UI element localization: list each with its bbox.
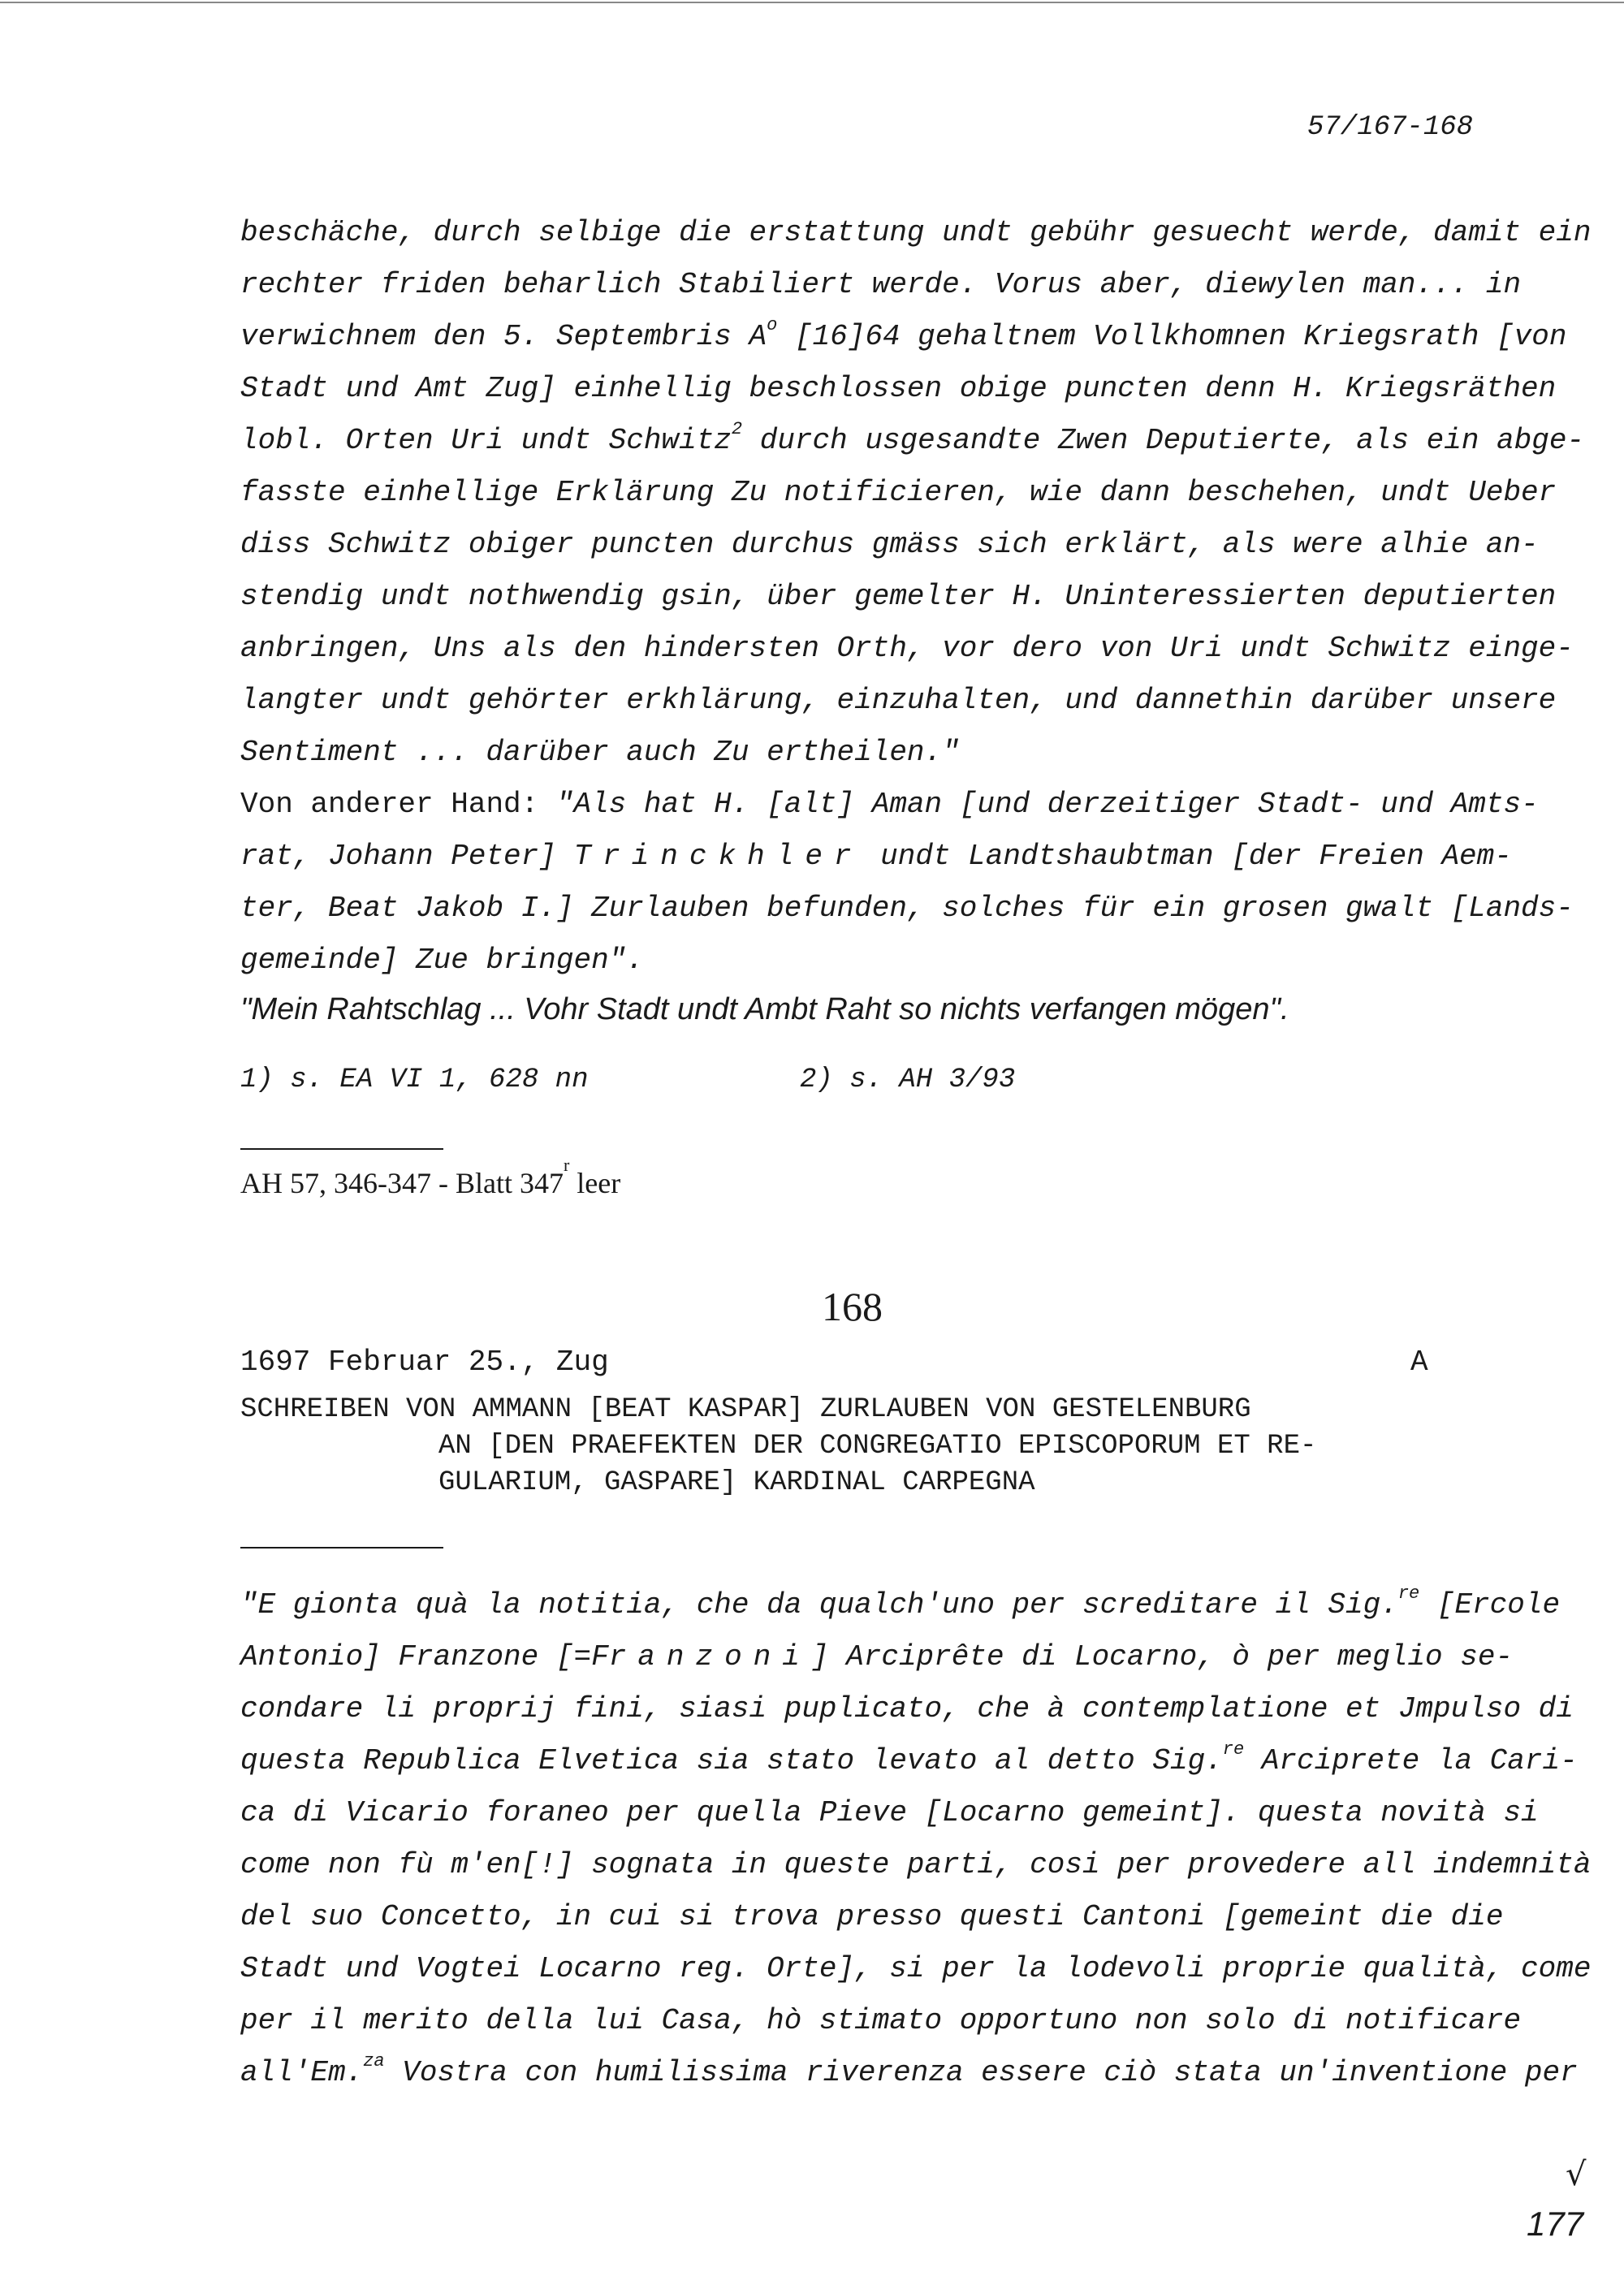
text-line: questa Republica Elvetica sia stato levato al detto Sig.$^{re}$ Arciprete la Cari- (240, 1739, 1578, 1777)
text-line: all'Em.$^{za}$ Vostra con humilissima riverenza essere ciò stata un'inventione per (240, 2051, 1578, 2089)
text-line: verwichnem den 5. Septembris $A^o$ [16]64 gehaltnem Vollkhomnen Kriegsrath [von (240, 315, 1567, 353)
text-line: Stadt und Amt Zug] einhellig beschlossen obige puncten denn H. Kriegsräthen (240, 372, 1557, 405)
text-line: rat, Johann Peter] Trinckhler undt Landtshaubtman [der Freien Aem- (240, 840, 1512, 873)
text-line: langter undt gehörter erkhlärung, einzuhalten, und dannethin darüber unsere (240, 684, 1557, 717)
separator-line (240, 1148, 443, 1150)
text-line: Antonio] Franzone [=Franzoni] Arciprête di Locarno, ò per meglio se- (240, 1640, 1514, 1674)
other-hand-note (240, 779, 1574, 987)
text-line: rechter friden beharlich Stabiliert werde. Vorus aber, diewylen man... in (240, 268, 1522, 301)
document-date: 1697 Februar 25., Zug (240, 1345, 609, 1379)
page-reference: 57/167-168 (1307, 112, 1474, 143)
text-line: "E gionta quà la notitia, che da qualch'uno per screditare il Sig.$^{re}$ [Ercole (240, 1583, 1561, 1622)
text-line: ter, Beat Jakob I.] Zurlauben befunden, solches für ein grosen gwalt [Lands- (240, 892, 1574, 925)
paragraph-german-quote (240, 207, 1592, 779)
text-line: gemeinde] Zue bringen". (240, 944, 644, 977)
document-title-line: AN [DEN PRAEFEKTEN DER CONGREGATIO EPISCOPORUM ET RE- (438, 1431, 1317, 1462)
other-hand-label: Von anderer Hand: (240, 788, 539, 821)
document-number: 168 (822, 1284, 883, 1329)
text-line: Von anderer Hand: "Als hat H. [alt] Aman [und derzeitiger Stadt- und Amts- (240, 788, 1539, 821)
text-line: condare li proprij fini, siasi puplicato, che à contemplatione et Jmpulso di (240, 1692, 1574, 1726)
text-line: del suo Concetto, in cui si trova presso questi Cantoni [gemeint die die (240, 1900, 1504, 1933)
text-line: beschäche, durch selbige die erstattung undt gebühr gesuecht werde, damit ein (240, 216, 1592, 249)
footnote-2: 2) s. AH 3/93 (800, 1065, 1016, 1095)
text-line: per il merito della lui Casa, hò stimato opportuno non solo di notificare (240, 2004, 1522, 2037)
text-line: stendig undt nothwendig gsin, über gemelter H. Uninteressierten deputierten (240, 580, 1557, 613)
text-line: fasste einhellige Erklärung Zu notificieren, wie dann beschehen, undt Ueber (240, 476, 1557, 509)
document-title-line: GULARIUM, GASPARE] KARDINAL CARPEGNA (438, 1467, 1035, 1498)
check-mark-icon: √ (1566, 2156, 1587, 2193)
archive-reference: AH 57, 346-347 - Blatt 347$^r$ leer (240, 1155, 621, 1199)
document-title-line: SCHREIBEN VON AMMANN [BEAT KASPAR] ZURLAUBEN VON GESTELENBURG (240, 1394, 1251, 1425)
top-border (0, 2, 1624, 3)
handwritten-quote: "Mein Rahtschlag ... Vohr Stadt undt Ambt Raht so nichts verfangen mögen". (240, 992, 1289, 1026)
text-line: Sentiment ... darüber auch Zu ertheilen." (240, 736, 960, 769)
spaced-name: ranzoni (608, 1640, 811, 1674)
text-line: Stadt und Vogtei Locarno reg. Orte], si per la lodevoli proprie qualità, come (240, 1952, 1592, 1985)
text-line: diss Schwitz obiger puncten durchus gmäss sich erklärt, als were alhie an- (240, 528, 1539, 561)
footnote-1: 1) s. EA VI 1, 628 nn (240, 1065, 589, 1095)
spaced-name: Trinckhler (573, 840, 863, 873)
text-line: lobl. Orten Uri undt Schwitz$^2$ durch usgesandte Zwen Deputierte, als ein abge- (240, 419, 1585, 457)
separator-line (240, 1547, 443, 1549)
document-type: A (1410, 1345, 1428, 1379)
paragraph-italian-quote (240, 1579, 1592, 2099)
text-line: come non fù m'en[!] sognata in queste parti, cosi per provedere all indemnità (240, 1848, 1592, 1881)
text-line: anbringen, Uns als den hindersten Orth, vor dero von Uri undt Schwitz einge- (240, 632, 1574, 665)
text-line: ca di Vicario foraneo per quella Pieve [Locarno gemeint]. questa novità si (240, 1796, 1539, 1829)
handwritten-page-number: 177 (1527, 2205, 1584, 2243)
